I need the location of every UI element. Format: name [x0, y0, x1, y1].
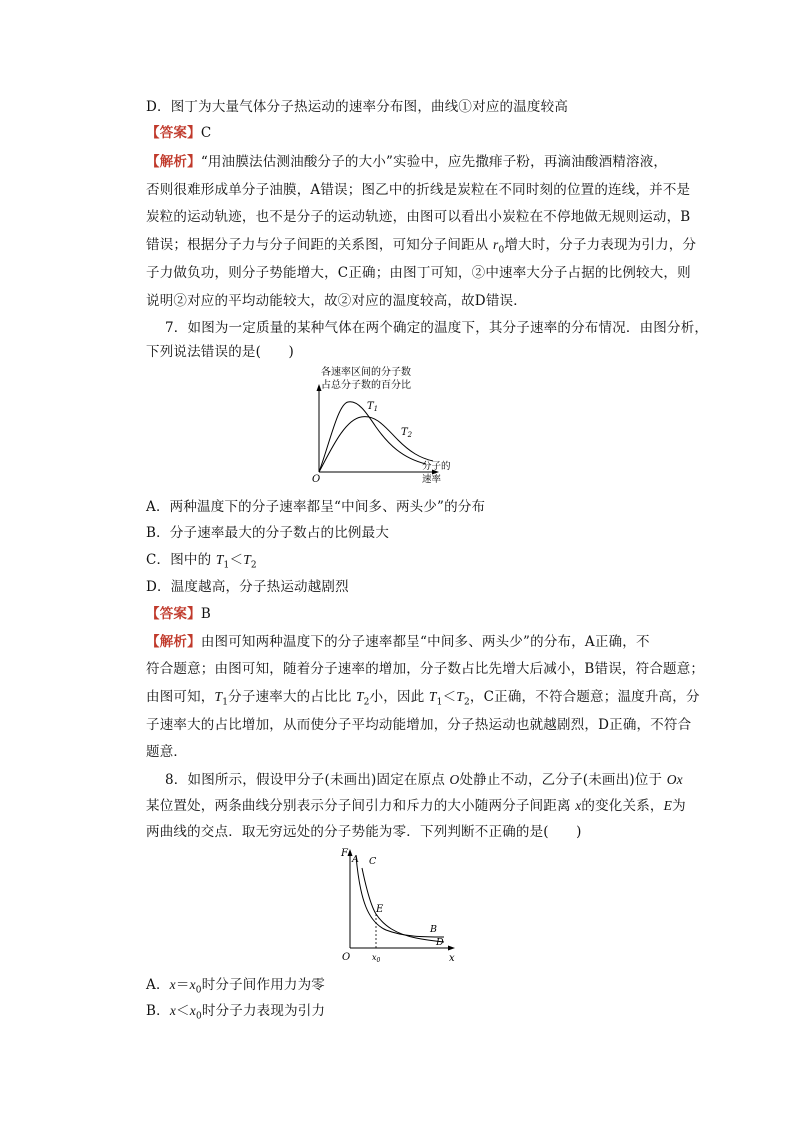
answer-tag: 【答案】	[146, 606, 201, 622]
q7-answer	[146, 605, 211, 623]
var-x0: x	[189, 1003, 196, 1018]
analysis-tag: 【解析】	[146, 154, 201, 170]
q7-stem-line-2: 下列说法错误的是( )	[146, 344, 294, 360]
subscript: 2	[363, 697, 370, 708]
x-axis-label: x	[449, 953, 455, 964]
subscript: 1	[436, 697, 443, 708]
var-ox: Ox	[666, 772, 683, 787]
option-text: 时分子间作用力为零	[201, 977, 326, 993]
subscript: 0	[195, 985, 202, 996]
equals: ＝	[175, 977, 190, 993]
y-axis-label: F	[341, 848, 348, 859]
q6-analysis-line-4	[146, 236, 696, 260]
x-axis-label-line-2: 速率	[422, 474, 442, 485]
less-than: ＜	[442, 689, 457, 705]
q7-analysis-line-4: 子速率大的占比增加，从而使分子平均动能增加，分子热运动也就越剧烈，D正确，不符合	[146, 717, 692, 733]
q7-option-c	[146, 551, 257, 575]
q8-option-a	[146, 976, 325, 1000]
stem-text: 某位置处，两条曲线分别表示分子间引力和斥力的大小随两分子间距离	[146, 798, 576, 814]
option-text: 时分子力表现为引力	[201, 1003, 326, 1019]
q7-speed-distribution-chart	[306, 362, 456, 487]
q6-analysis-line-3: 炭粒的运动轨迹，也不是分子的运动轨迹，由图可以看出小炭粒在不停地做无规则运动，B	[146, 209, 691, 225]
option-text: A．	[146, 977, 170, 993]
q6-option-d: D．图丁为大量气体分子热运动的速率分布图，曲线①对应的温度较高	[146, 99, 569, 115]
subscript: 2	[250, 560, 257, 571]
analysis-text: 由图可知两种温度下的分子速率都呈“中间多、两头少”的分布，A正确，不	[200, 634, 650, 650]
analysis-text: 错误；根据分子力与分子间距的关系图，可知分子间距从	[146, 237, 493, 253]
y-axis-label-line-2: 占总分子数的百分比	[321, 380, 411, 391]
label-b: B	[430, 924, 437, 935]
var-x: x	[169, 1003, 177, 1018]
variable-r: r	[493, 237, 499, 252]
y-axis-label-line-1: 各速率区间的分子数	[321, 367, 411, 378]
analysis-text: 增大时，分子力表现为引力，分	[504, 237, 697, 253]
stem-text: 的变化关系，	[581, 798, 664, 814]
var-t: T	[214, 689, 223, 704]
var-e: E	[663, 798, 673, 813]
option-text: C．图中的	[146, 552, 216, 568]
analysis-text: ，C正确，不符合题意；温度升高，分	[469, 689, 700, 705]
q6-analysis-line-6: 说明②对应的平均动能较大，故②对应的温度较高，故D错误．	[146, 293, 527, 309]
subscript: 0	[195, 1011, 202, 1022]
q7-analysis-line-3	[146, 688, 700, 712]
q7-option-d: D．温度越高，分子热运动越剧烈	[146, 579, 349, 595]
label-a: A	[352, 854, 359, 865]
x-axis-label-line-1: 分子的	[422, 461, 451, 472]
q7-analysis-line-5: 题意．	[146, 744, 188, 760]
analysis-text: 分子速率大的占比比	[228, 689, 356, 705]
var-t: T	[428, 689, 437, 704]
q8-option-b	[146, 1002, 325, 1026]
var-t: T	[215, 552, 224, 567]
q8-force-distance-chart	[334, 842, 464, 967]
analysis-tag: 【解析】	[146, 634, 201, 650]
analysis-text: 由图可知，	[146, 689, 215, 705]
analysis-text: “用油膜法估测油酸分子的大小”实验中，应先撒痱子粉，再滴油酸酒精溶液，	[200, 154, 668, 170]
label-d: D	[436, 937, 444, 948]
x-axis-arrow	[448, 946, 455, 951]
stem-text: 为	[672, 798, 686, 814]
stem-text: 处静止不动，乙分子(未画出)位于	[459, 772, 667, 788]
q7-option-b: B．分子速率最大的分子数占的比例最大	[146, 525, 390, 541]
var-x0: x	[189, 977, 196, 992]
answer-tag: 【答案】	[146, 125, 201, 141]
analysis-text: 小，因此	[369, 689, 429, 705]
curve-t2-label: $T_2$	[401, 427, 413, 439]
curve-t2	[319, 417, 433, 472]
var-t: T	[456, 689, 464, 704]
subscript: 1	[223, 560, 230, 571]
q6-analysis-line-2: 否则很难形成单分子油膜，A错误；图乙中的折线是炭粒在不同时刻的位置的连线，并不是	[146, 182, 691, 198]
q6-answer	[146, 124, 211, 142]
option-text: B．	[146, 1003, 170, 1019]
subscript: 2	[463, 697, 470, 708]
origin-label: O	[342, 952, 351, 963]
origin-label: O	[312, 474, 321, 485]
x0-label: $x_0$	[372, 953, 381, 964]
q6-analysis-line-5: 子力做负功，则分子势能增大，C正确；由图丁可知，②中速率大分子占据的比例较大，则	[146, 265, 691, 281]
curve-t1-label: $T_1$	[367, 401, 379, 413]
label-e: E	[376, 904, 384, 915]
q6-analysis-line-1	[146, 153, 667, 171]
var-t: T	[355, 689, 364, 704]
answer-value: C	[200, 125, 212, 141]
q7-analysis-line-1	[146, 633, 650, 651]
q8-stem-line-1	[165, 771, 683, 789]
var-x: x	[169, 977, 176, 992]
less-than: ＜	[229, 552, 244, 568]
less-than: ＜	[176, 1003, 190, 1019]
q7-stem-line-1: 7．如图为一定质量的某种气体在两个确定的温度下，其分子速率的分布情况．由图分析，	[165, 320, 709, 336]
var-x: x	[575, 798, 582, 813]
q7-analysis-line-2: 符合题意；由图可知，随着分子速率的增加，分子数占比先增大后减小，B错误，符合题意；	[146, 661, 705, 677]
label-c: C	[369, 856, 377, 867]
var-t: T	[243, 552, 251, 567]
q8-stem-line-2	[146, 797, 686, 815]
subscript: 1	[222, 697, 229, 708]
subscript: 0	[498, 245, 505, 256]
answer-value: B	[200, 606, 211, 622]
q7-option-a: A．两种温度下的分子速率都呈“中间多、两头少”的分布	[146, 499, 486, 515]
stem-text: 8．如图所示，假设甲分子(未画出)固定在原点	[165, 772, 450, 788]
q8-stem-line-3: 两曲线的交点．取无穷远处的分子势能为零．下列判断不正确的是( )	[146, 824, 582, 840]
var-o: O	[449, 772, 460, 787]
